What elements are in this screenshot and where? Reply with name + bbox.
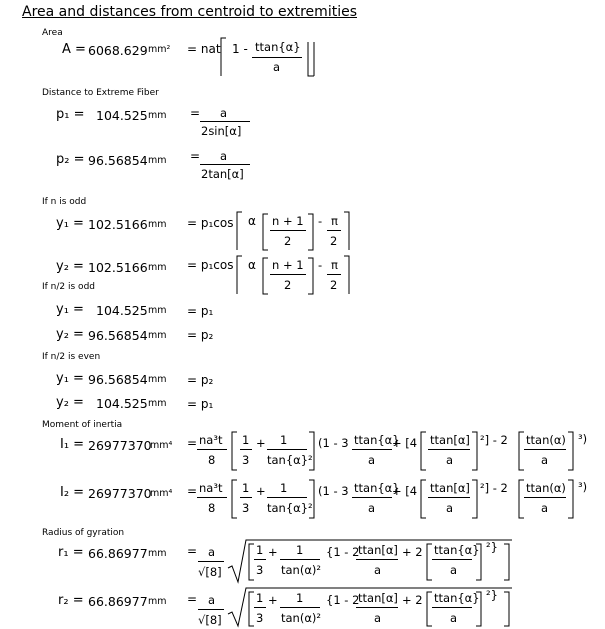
i1-plus4: + [4 — [392, 436, 418, 450]
r2-unit: mm — [148, 596, 167, 607]
r2-third-line — [254, 607, 266, 608]
area-unit: mm² — [148, 44, 171, 55]
i2-last-left — [516, 478, 526, 520]
i2-inner-right — [470, 478, 480, 520]
r2-inner-right — [474, 590, 484, 628]
y2a-n1: n + 1 — [272, 258, 304, 272]
i1-frac-line — [197, 449, 227, 450]
y1a-two: 2 — [284, 234, 292, 248]
y2a-p1cos: = p₁cos — [187, 258, 234, 272]
p1-eq: = — [190, 106, 201, 120]
i2-value: 26977370 — [88, 486, 152, 501]
r2-inner-left — [424, 590, 434, 628]
r1-inner-left — [424, 542, 434, 582]
i1-cube: ³) — [578, 432, 588, 446]
r2-sqrt8: √[8] — [198, 613, 222, 627]
i1-value: 26977370 — [88, 438, 152, 453]
r1-one: 1 — [256, 543, 264, 557]
y2a-pi-line — [327, 274, 341, 275]
i2-frac-line — [197, 497, 227, 498]
y2c-value: 104.525 — [96, 396, 148, 411]
i1-eight: 8 — [208, 453, 216, 467]
y1a-frac-line — [270, 230, 306, 231]
area-label: A = — [62, 42, 86, 57]
r1-ttan2: ttan{α} — [434, 543, 480, 557]
i1-a2: a — [446, 453, 454, 467]
y1a-value: 102.5166 — [88, 217, 148, 232]
p1-den: 2sin[α] — [201, 124, 242, 138]
y2b-eq: = p₂ — [187, 328, 214, 342]
p2-value: 96.56854 — [88, 153, 148, 168]
p2-fraction-line — [200, 164, 250, 165]
r1-sq-close: ²} — [486, 540, 498, 554]
r1-ttan1-line — [356, 559, 398, 560]
i1-bracket-left — [229, 430, 239, 472]
i2-bracket-right — [307, 478, 317, 520]
y1a-n1: n + 1 — [272, 214, 304, 228]
i1-label: I₁ = — [60, 437, 85, 452]
y2a-value: 102.5166 — [88, 260, 148, 275]
y1c-label: y₁ = — [56, 371, 84, 386]
section-distance: Distance to Extreme Fiber — [42, 88, 159, 98]
i1-one-b: 1 — [280, 433, 288, 447]
section-area: Area — [42, 28, 63, 38]
y1c-eq: = p₂ — [187, 373, 214, 387]
y1a-alpha: α — [248, 214, 256, 228]
r2-three: 3 — [256, 611, 264, 625]
i1-eq: = — [187, 436, 198, 450]
i2-one-b: 1 — [280, 481, 288, 495]
i1-last-left — [516, 430, 526, 472]
y1b-value: 104.525 — [96, 303, 148, 318]
r2-sq-close: ²} — [486, 588, 498, 602]
p2-den: 2tan[α] — [201, 167, 244, 181]
i1-plus: + — [256, 436, 266, 450]
y1a-bracket-right — [342, 210, 352, 252]
section-moment: Moment of inertia — [42, 420, 123, 430]
p2-label: p₂ = — [56, 152, 85, 167]
y2a-pi-two: 2 — [330, 278, 338, 292]
i2-bracket-left — [229, 478, 239, 520]
i1-inner-right — [470, 430, 480, 472]
i1-one: 1 — [242, 433, 250, 447]
r1-ttan1: ttan[α] — [358, 543, 398, 557]
y2a-bracket-right — [342, 254, 352, 296]
r1-eq: = — [187, 544, 198, 558]
r1-bracket-left — [246, 542, 256, 582]
r1-sqrt8: √[8] — [198, 565, 222, 579]
area-bracket-left — [218, 36, 228, 78]
i1-bracket-right — [307, 430, 317, 472]
i1-a1: a — [368, 453, 376, 467]
r2-ttan2-line — [432, 607, 472, 608]
area-one-minus: 1 - — [232, 42, 248, 56]
i2-eight: 8 — [208, 501, 216, 515]
y2b-label: y₂ = — [56, 327, 84, 342]
i2-tan2: tan{α}² — [267, 501, 313, 515]
r2-value: 66.86977 — [88, 594, 148, 609]
i1-ttan3: ttan(α) — [526, 433, 566, 447]
r1-plus: + — [268, 545, 278, 559]
y1a-pi-two: 2 — [330, 234, 338, 248]
y2a-frac-line — [270, 274, 306, 275]
r1-tan2: tan(α)² — [281, 563, 322, 577]
i2-a3: a — [541, 501, 549, 515]
r1-tan-line — [280, 559, 320, 560]
r1-one-b: 1 — [296, 543, 304, 557]
r2-ttan2: ttan{α} — [434, 591, 480, 605]
r2-eq: = — [187, 592, 198, 606]
i1-tan-line — [267, 449, 307, 450]
i2-cube: ³) — [578, 480, 588, 494]
i1-na3t: na³t — [199, 433, 223, 447]
section-radius: Radius of gyration — [42, 528, 125, 538]
y2a-alpha: α — [248, 258, 256, 272]
r1-value: 66.86977 — [88, 546, 148, 561]
i2-ttan2-line — [428, 497, 470, 498]
r2-bracket-right — [502, 590, 512, 628]
y2a-two: 2 — [284, 278, 292, 292]
y2c-unit: mm — [148, 398, 167, 409]
r2-one: 1 — [256, 591, 264, 605]
r1-third-line — [254, 559, 266, 560]
r1-frac-line — [198, 561, 224, 562]
area-ttan: ttan{α} — [255, 40, 301, 54]
y1b-eq: = p₁ — [187, 304, 214, 318]
r1-bracket-right — [502, 542, 512, 582]
i1-three: 3 — [242, 453, 250, 467]
r2-label: r₂ = — [58, 593, 84, 608]
p1-fraction-line — [200, 121, 250, 122]
i2-ttan2: ttan[α] — [430, 481, 470, 495]
r1-three: 3 — [256, 563, 264, 577]
i2-plus: + — [256, 484, 266, 498]
area-fraction-line — [252, 57, 302, 58]
i2-last-right — [566, 478, 576, 520]
i1-third-line — [240, 449, 252, 450]
y2a-bracket-left — [234, 254, 244, 296]
y1a-bracket-left — [234, 210, 244, 252]
r2-part1: {1 - 2 — [326, 593, 360, 607]
i2-a2: a — [446, 501, 454, 515]
section-n2-even: If n/2 is even — [42, 352, 101, 362]
i2-ttan3-line — [524, 497, 566, 498]
y1a-p1cos: = p₁cos — [187, 216, 234, 230]
i2-label: I₂ = — [60, 485, 85, 500]
r2-ttan1-line — [356, 607, 398, 608]
i2-ttan3: ttan(α) — [526, 481, 566, 495]
y2c-eq: = p₁ — [187, 397, 214, 411]
i2-sq-minus2: ²] - 2 — [480, 481, 508, 495]
i2-inner-left — [418, 478, 428, 520]
i2-eq: = — [187, 484, 198, 498]
p1-value: 104.525 — [96, 108, 148, 123]
area-value: 6068.629 — [88, 43, 148, 58]
i2-tan-line — [267, 497, 307, 498]
y1b-unit: mm — [148, 305, 167, 316]
y1a-pi-line — [327, 230, 341, 231]
r2-bracket-left — [246, 590, 256, 628]
y2a-unit: mm — [148, 262, 167, 273]
y2a-label: y₂ = — [56, 259, 84, 274]
p1-num: a — [220, 106, 228, 120]
r2-plus: + — [268, 593, 278, 607]
i2-ttan1: ttan{α} — [354, 481, 400, 495]
area-a: a — [273, 60, 281, 74]
r2-a2: a — [450, 611, 458, 625]
i1-tan2: tan{α}² — [267, 453, 313, 467]
r1-part1: {1 - 2 — [326, 545, 360, 559]
r2-tan2: tan(α)² — [281, 611, 322, 625]
i2-third-line — [240, 497, 252, 498]
r2-plus2: + 2 — [402, 593, 423, 607]
i2-na3t: na³t — [199, 481, 223, 495]
r1-ttan2-line — [432, 559, 472, 560]
i1-inner-left — [418, 430, 428, 472]
y2a-inner-right — [306, 256, 316, 296]
r2-one-b: 1 — [296, 591, 304, 605]
area-nat: = nat — [187, 42, 221, 56]
y2c-label: y₂ = — [56, 395, 84, 410]
i2-three: 3 — [242, 501, 250, 515]
i1-ttan1: ttan{α} — [354, 433, 400, 447]
i1-ttan3-line — [524, 449, 566, 450]
p2-unit: mm — [148, 155, 167, 166]
r2-a: a — [208, 593, 216, 607]
i1-ttan1-line — [352, 449, 392, 450]
i1-ttan2-line — [428, 449, 470, 450]
y2a-minus: - — [318, 258, 323, 272]
y2b-unit: mm — [148, 330, 167, 341]
i1-last-right — [566, 430, 576, 472]
y2a-inner-left — [260, 256, 270, 296]
p2-eq: = — [190, 149, 201, 163]
r2-ttan1: ttan[α] — [358, 591, 398, 605]
i2-a1: a — [368, 501, 376, 515]
y1c-value: 96.56854 — [88, 372, 148, 387]
r2-tan-line — [280, 607, 320, 608]
i2-unit: mm⁴ — [150, 488, 173, 499]
r1-a1: a — [374, 563, 382, 577]
y1a-unit: mm — [148, 219, 167, 230]
i1-part1: (1 - 3 — [318, 436, 349, 450]
y2a-pi: π — [331, 258, 338, 272]
y1b-label: y₁ = — [56, 302, 84, 317]
i1-unit: mm⁴ — [150, 440, 173, 451]
i2-one: 1 — [242, 481, 250, 495]
section-n-odd: If n is odd — [42, 197, 87, 207]
y1a-inner-right — [306, 212, 316, 252]
i2-ttan1-line — [352, 497, 392, 498]
section-n2-odd: If n/2 is odd — [42, 282, 95, 292]
p1-label: p₁ = — [56, 107, 85, 122]
r1-unit: mm — [148, 548, 167, 559]
p1-unit: mm — [148, 110, 167, 121]
y2b-value: 96.56854 — [88, 328, 148, 343]
r1-inner-right — [474, 542, 484, 582]
i1-ttan2: ttan[α] — [430, 433, 470, 447]
i1-sq-minus2: ²] - 2 — [480, 433, 508, 447]
y1c-unit: mm — [148, 374, 167, 385]
p2-num: a — [220, 149, 228, 163]
r1-a: a — [208, 545, 216, 559]
r2-a1: a — [374, 611, 382, 625]
y1a-pi: π — [331, 214, 338, 228]
y1a-label: y₁ = — [56, 216, 84, 231]
i2-plus4: + [4 — [392, 484, 418, 498]
r1-a2: a — [450, 563, 458, 577]
page-title: Area and distances from centroid to extremities — [22, 4, 357, 20]
area-bracket-right — [306, 36, 316, 78]
y1a-inner-left — [260, 212, 270, 252]
y1a-minus: - — [318, 214, 323, 228]
r1-plus2: + 2 — [402, 545, 423, 559]
i2-part1: (1 - 3 — [318, 484, 349, 498]
i1-a3: a — [541, 453, 549, 467]
r1-label: r₁ = — [58, 545, 84, 560]
r2-frac-line — [198, 609, 224, 610]
